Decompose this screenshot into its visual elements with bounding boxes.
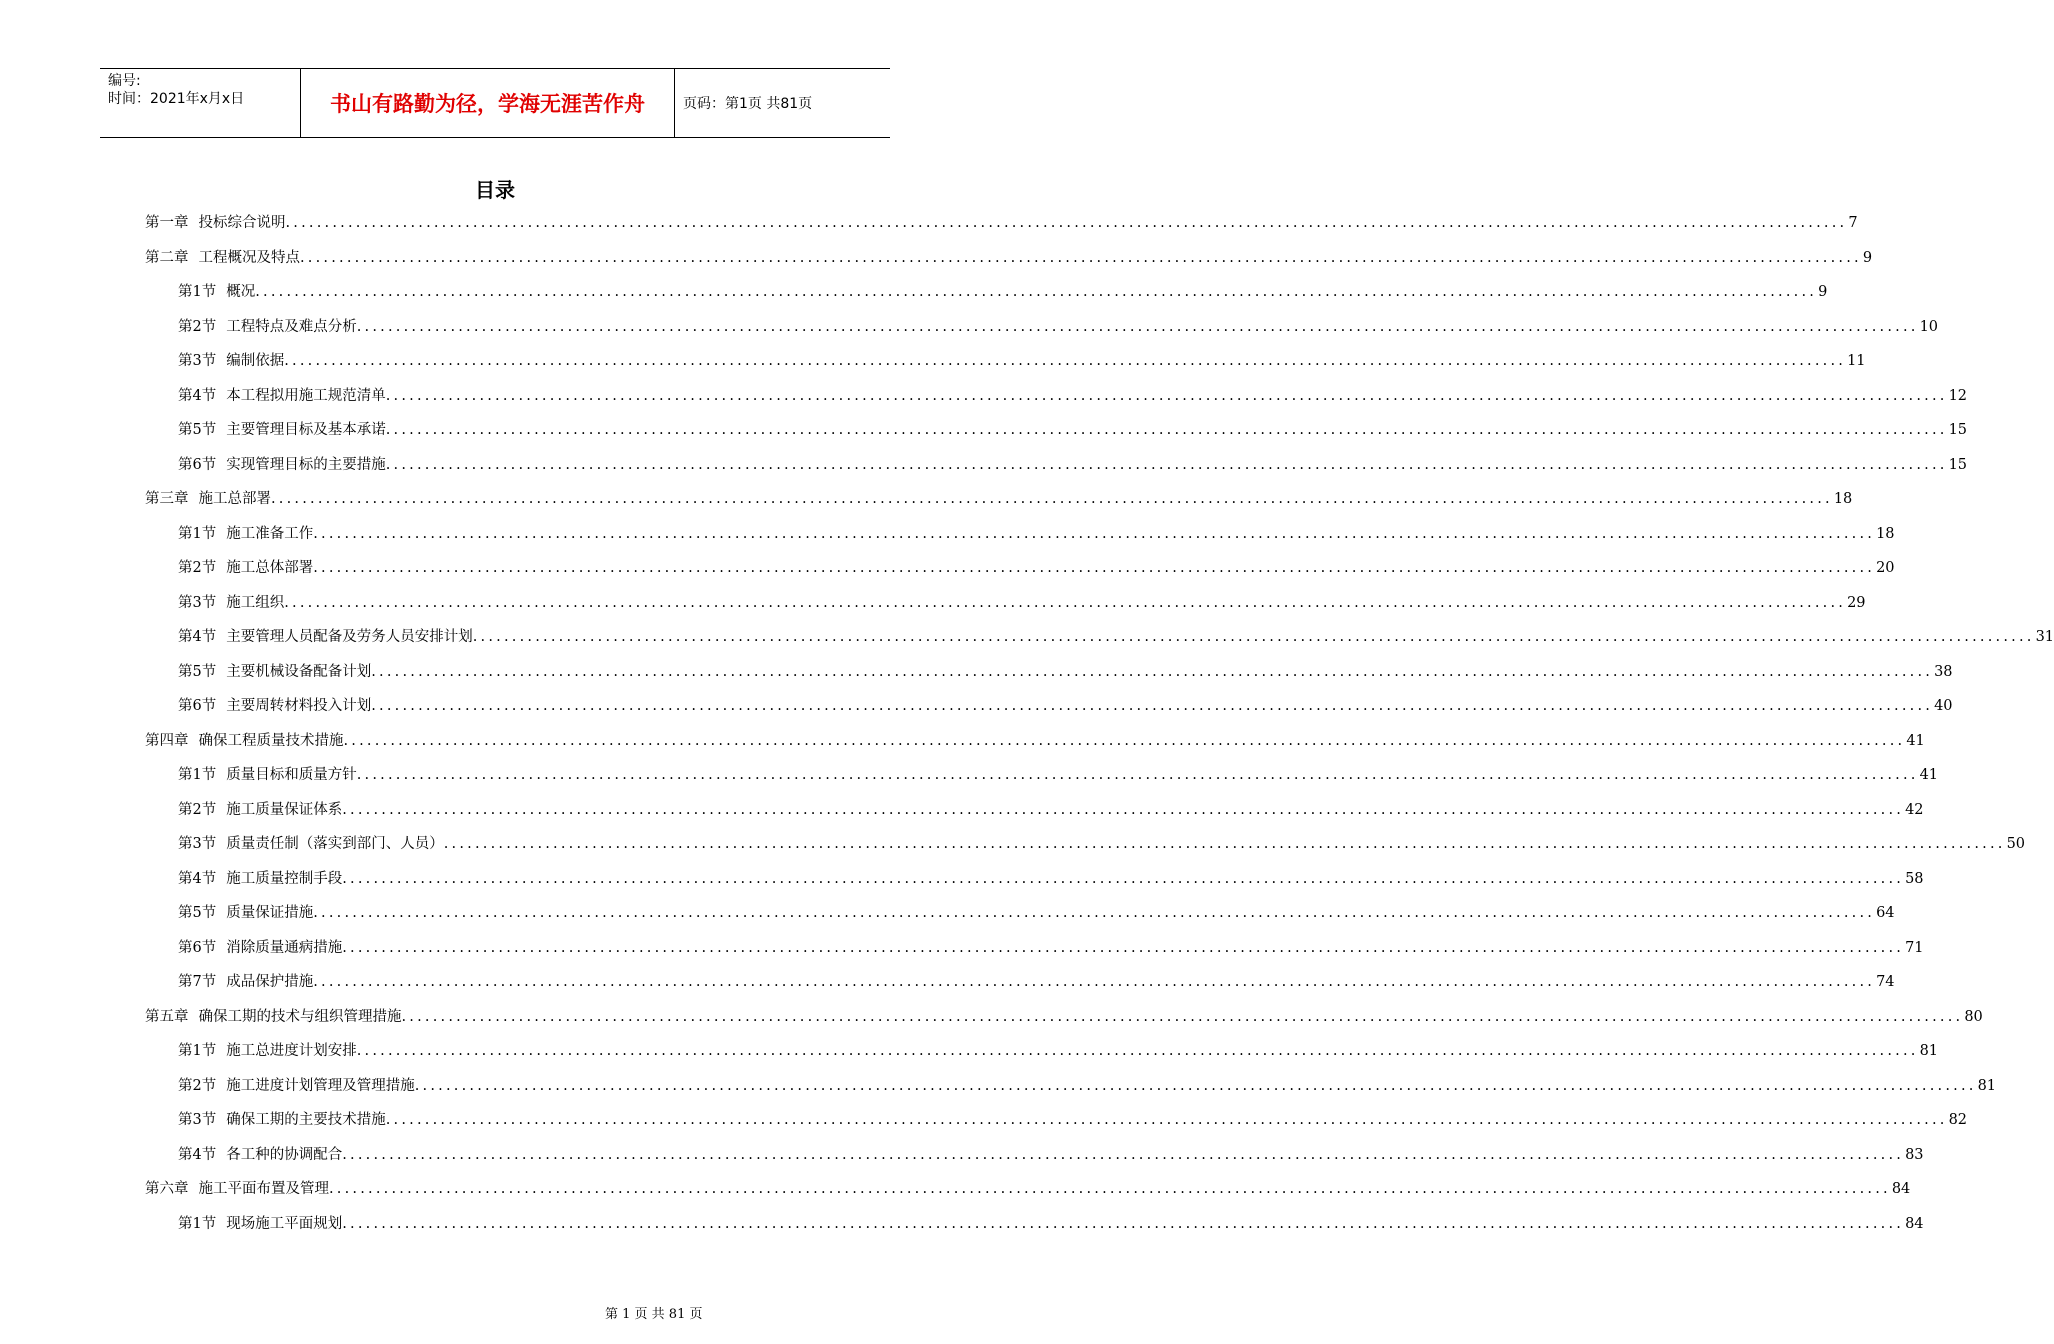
toc-entry-page: 40 [1934,698,1953,714]
toc-section-entry[interactable] [178,586,1866,620]
toc-entry-page: 15 [1948,422,1968,438]
toc-leader-dots: ........................................................................................................................................................................................................ [414,1077,1977,1094]
toc-entry-title: 施工进度计划管理及管理措施 [226,1077,415,1094]
toc-entry-title: 主要周转材料投入计划 [226,698,372,714]
toc-entry-page: 15 [1948,456,1968,473]
toc-section-entry[interactable] [178,1138,1924,1172]
toc-entry-number: 第4节 [178,1146,217,1163]
toc-entry-title: 工程概况及特点 [198,249,300,266]
toc-leader-dots: ........................................................................................................................................................................................................ [329,1181,1891,1197]
toc-leader-dots: ........................................................................................................................................................................................................ [342,1215,1905,1232]
toc-section-entry[interactable] [178,344,1866,378]
toc-entry-page: 58 [1905,870,1924,887]
toc-entry-title: 成品保护措施 [226,974,314,990]
toc-leader-dots: ........................................................................................................................................................................................................ [255,284,1818,300]
toc-entry-page: 9 [1818,284,1828,300]
toc-entry-title: 施工组织 [226,594,285,611]
toc-leader-dots: ........................................................................................................................................................................................................ [401,1008,1964,1025]
toc-entry-page: 10 [1919,318,1939,335]
toc-entry-page: 41 [1919,767,1939,783]
toc-entry-page: 18 [1833,491,1853,507]
toc-entry-title: 主要机械设备配备计划 [226,663,372,680]
toc-section-entry[interactable] [178,896,1895,930]
toc-leader-dots: ........................................................................................................................................................................................................ [356,318,1919,335]
toc-leader-dots: ........................................................................................................................................................................................................ [284,594,1847,611]
header-slogan: 书山有路勤为径，学海无涯苦作舟 [301,69,675,137]
toc-section-entry[interactable] [178,1103,1968,1137]
toc-entry-title: 确保工程质量技术措施 [198,732,344,749]
toc-section-entry[interactable] [178,413,1968,447]
toc-entry-title: 质量保证措施 [226,905,314,921]
toc-entry-number: 第6节 [178,698,217,714]
toc-entry-title: 消除质量通病措施 [226,939,343,956]
toc-entry-title: 施工质量保证体系 [226,801,343,818]
toc-entry-title: 工程特点及难点分析 [226,318,357,335]
toc-title: 目录 [475,178,515,202]
toc-entry-number: 第四章 [145,732,189,749]
time-label: 时间：2021年x月x日 [108,91,245,107]
toc-entry-number: 第1节 [178,1215,217,1232]
toc-entry-number: 第1节 [178,767,217,783]
toc-entry-page: 29 [1847,594,1866,611]
toc-leader-dots: ........................................................................................................................................................................................................ [356,767,1919,783]
toc-leader-dots: ........................................................................................................................................................................................................ [371,698,1934,714]
toc-entry-title: 施工准备工作 [226,525,314,542]
toc-section-entry[interactable] [178,551,1895,585]
page-footer: 第 1 页 共 81 页 [605,1307,703,1322]
toc-section-entry[interactable] [178,931,1924,965]
toc-section-entry[interactable] [178,862,1924,896]
toc-entry-title: 施工质量控制手段 [226,870,343,887]
toc-section-entry[interactable] [178,517,1895,551]
toc-entry-title: 施工总部署 [198,491,271,507]
toc-leader-dots: ........................................................................................................................................................................................................ [271,491,1833,507]
toc-entry-title: 概况 [226,284,256,300]
toc-leader-dots: ........................................................................................................................................................................................................ [385,387,1948,404]
toc-entry-page: 81 [1919,1043,1939,1059]
toc-entry-number: 第3节 [178,1112,217,1128]
toc-entry-title: 施工平面布置及管理 [198,1181,329,1197]
toc-leader-dots: ........................................................................................................................................................................................................ [313,525,1876,542]
toc-entry-page: 50 [2006,836,2026,852]
toc-leader-dots: ........................................................................................................................................................................................................ [443,836,2006,852]
toc-leader-dots: ........................................................................................................................................................................................................ [313,905,1876,921]
toc-entry-title: 实现管理目标的主要措施 [226,456,386,473]
toc-entry-number: 第六章 [145,1181,189,1197]
toc-entry-number: 第五章 [145,1008,189,1025]
toc-chapter-entry[interactable] [145,1000,1983,1034]
toc-entry-page: 64 [1876,905,1895,921]
toc-section-entry[interactable] [178,689,1953,723]
toc-section-entry[interactable] [178,758,1939,792]
toc-leader-dots: ........................................................................................................................................................................................................ [313,560,1876,576]
toc-leader-dots: ........................................................................................................................................................................................................ [385,456,1948,473]
toc-leader-dots: ........................................................................................................................................................................................................ [284,353,1847,369]
toc-entry-title: 本工程拟用施工规范清单 [226,387,386,404]
toc-entry-title: 各工种的协调配合 [226,1146,343,1163]
toc-leader-dots: ........................................................................................................................................................................................................ [385,1112,1948,1128]
toc-leader-dots: ........................................................................................................................................................................................................ [313,974,1876,990]
toc-entry-page: 71 [1905,939,1924,956]
toc-entry-title: 施工总体部署 [226,560,314,576]
toc-entry-number: 第1节 [178,525,217,542]
toc-chapter-entry[interactable] [145,206,1858,240]
toc-entry-page: 84 [1891,1181,1911,1197]
toc-entry-number: 第2节 [178,560,217,576]
toc-entry-page: 38 [1934,663,1953,680]
page-header [100,68,890,138]
toc-section-entry[interactable] [178,275,1828,309]
toc-entry-page: 82 [1948,1112,1968,1128]
toc-entry-page: 11 [1847,353,1866,369]
toc-section-entry[interactable] [178,655,1953,689]
toc-entry-number: 第5节 [178,422,217,438]
toc-entry-number: 第6节 [178,456,217,473]
toc-leader-dots: ........................................................................................................................................................................................................ [342,870,1905,887]
toc-leader-dots: ........................................................................................................................................................................................................ [285,215,1848,231]
toc-entry-title: 质量责任制（落实到部门、人员） [226,836,444,852]
toc-section-entry[interactable] [178,448,1968,482]
toc-leader-dots: ........................................................................................................................................................................................................ [300,249,1862,266]
toc-entry-number: 第5节 [178,905,217,921]
toc-entry-number: 第2节 [178,318,217,335]
toc-section-entry[interactable] [178,965,1895,999]
toc-entry-number: 第4节 [178,629,217,645]
toc-entry-page: 31 [2035,629,2054,645]
toc-chapter-entry[interactable] [145,1172,1911,1206]
toc-entry-page: 12 [1948,387,1968,404]
toc-section-entry[interactable] [178,1034,1939,1068]
toc-entry-title: 主要管理人员配备及劳务人员安排计划 [226,629,473,645]
toc-section-entry[interactable] [178,1207,1924,1241]
toc-entry-number: 第3节 [178,594,217,611]
toc-entry-page: 7 [1848,215,1858,231]
toc-entry-title: 主要管理目标及基本承诺 [226,422,386,438]
toc-section-entry[interactable] [178,793,1924,827]
toc-entry-number: 第7节 [178,974,217,990]
toc-entry-page: 42 [1905,801,1924,818]
toc-entry-title: 质量目标和质量方针 [226,767,357,783]
toc-entry-number: 第2节 [178,1077,217,1094]
toc-entry-title: 确保工期的主要技术措施 [226,1112,386,1128]
toc-entry-page: 80 [1964,1008,1983,1025]
toc-section-entry[interactable] [178,1069,1997,1103]
toc-leader-dots: ........................................................................................................................................................................................................ [342,1146,1905,1163]
toc-entry-title: 确保工期的技术与组织管理措施 [198,1008,402,1025]
toc-entry-page: 20 [1876,560,1895,576]
toc-leader-dots: ........................................................................................................................................................................................................ [472,629,2035,645]
toc-section-entry[interactable] [178,620,2054,654]
toc-entry-number: 第5节 [178,663,217,680]
toc-section-entry[interactable] [178,827,2026,861]
toc-leader-dots: ........................................................................................................................................................................................................ [356,1043,1919,1059]
toc-leader-dots: ........................................................................................................................................................................................................ [342,939,1905,956]
toc-entry-number: 第1节 [178,284,217,300]
toc-entry-number: 第4节 [178,870,217,887]
toc-section-entry[interactable] [178,310,1939,344]
toc-entry-page: 9 [1862,249,1873,266]
toc-entry-title: 施工总进度计划安排 [226,1043,357,1059]
toc-entry-page: 81 [1977,1077,1997,1094]
toc-section-entry[interactable] [178,379,1968,413]
header-meta [100,69,301,137]
toc-entry-page: 41 [1906,732,1925,749]
toc-leader-dots: ........................................................................................................................................................................................................ [343,732,1906,749]
toc-entry-page: 84 [1905,1215,1924,1232]
toc-entry-number: 第6节 [178,939,217,956]
toc-entry-title: 现场施工平面规划 [226,1215,343,1232]
toc-leader-dots: ........................................................................................................................................................................................................ [385,422,1948,438]
toc-entry-title: 编制依据 [226,353,285,369]
toc-entry-number: 第二章 [145,249,189,266]
toc-entry-number: 第4节 [178,387,217,404]
toc-chapter-entry[interactable] [145,724,1925,758]
toc-entry-page: 74 [1876,974,1895,990]
toc-entry-title: 投标综合说明 [198,215,286,231]
toc-leader-dots: ........................................................................................................................................................................................................ [342,801,1905,818]
toc-entry-number: 第3节 [178,353,217,369]
toc-entry-number: 第三章 [145,491,189,507]
toc-entry-number: 第1节 [178,1043,217,1059]
header-page-info: 页码：第1页 共81页 [683,96,813,112]
toc-entry-page: 18 [1876,525,1895,542]
toc-entry-number: 第2节 [178,801,217,818]
toc-chapter-entry[interactable] [145,482,1853,516]
toc-entry-page: 83 [1905,1146,1924,1163]
toc-entry-number: 第3节 [178,836,217,852]
serial-label: 编号: [108,73,141,89]
toc-chapter-entry[interactable] [145,241,1873,275]
toc-leader-dots: ........................................................................................................................................................................................................ [371,663,1934,680]
toc-entry-number: 第一章 [145,215,189,231]
